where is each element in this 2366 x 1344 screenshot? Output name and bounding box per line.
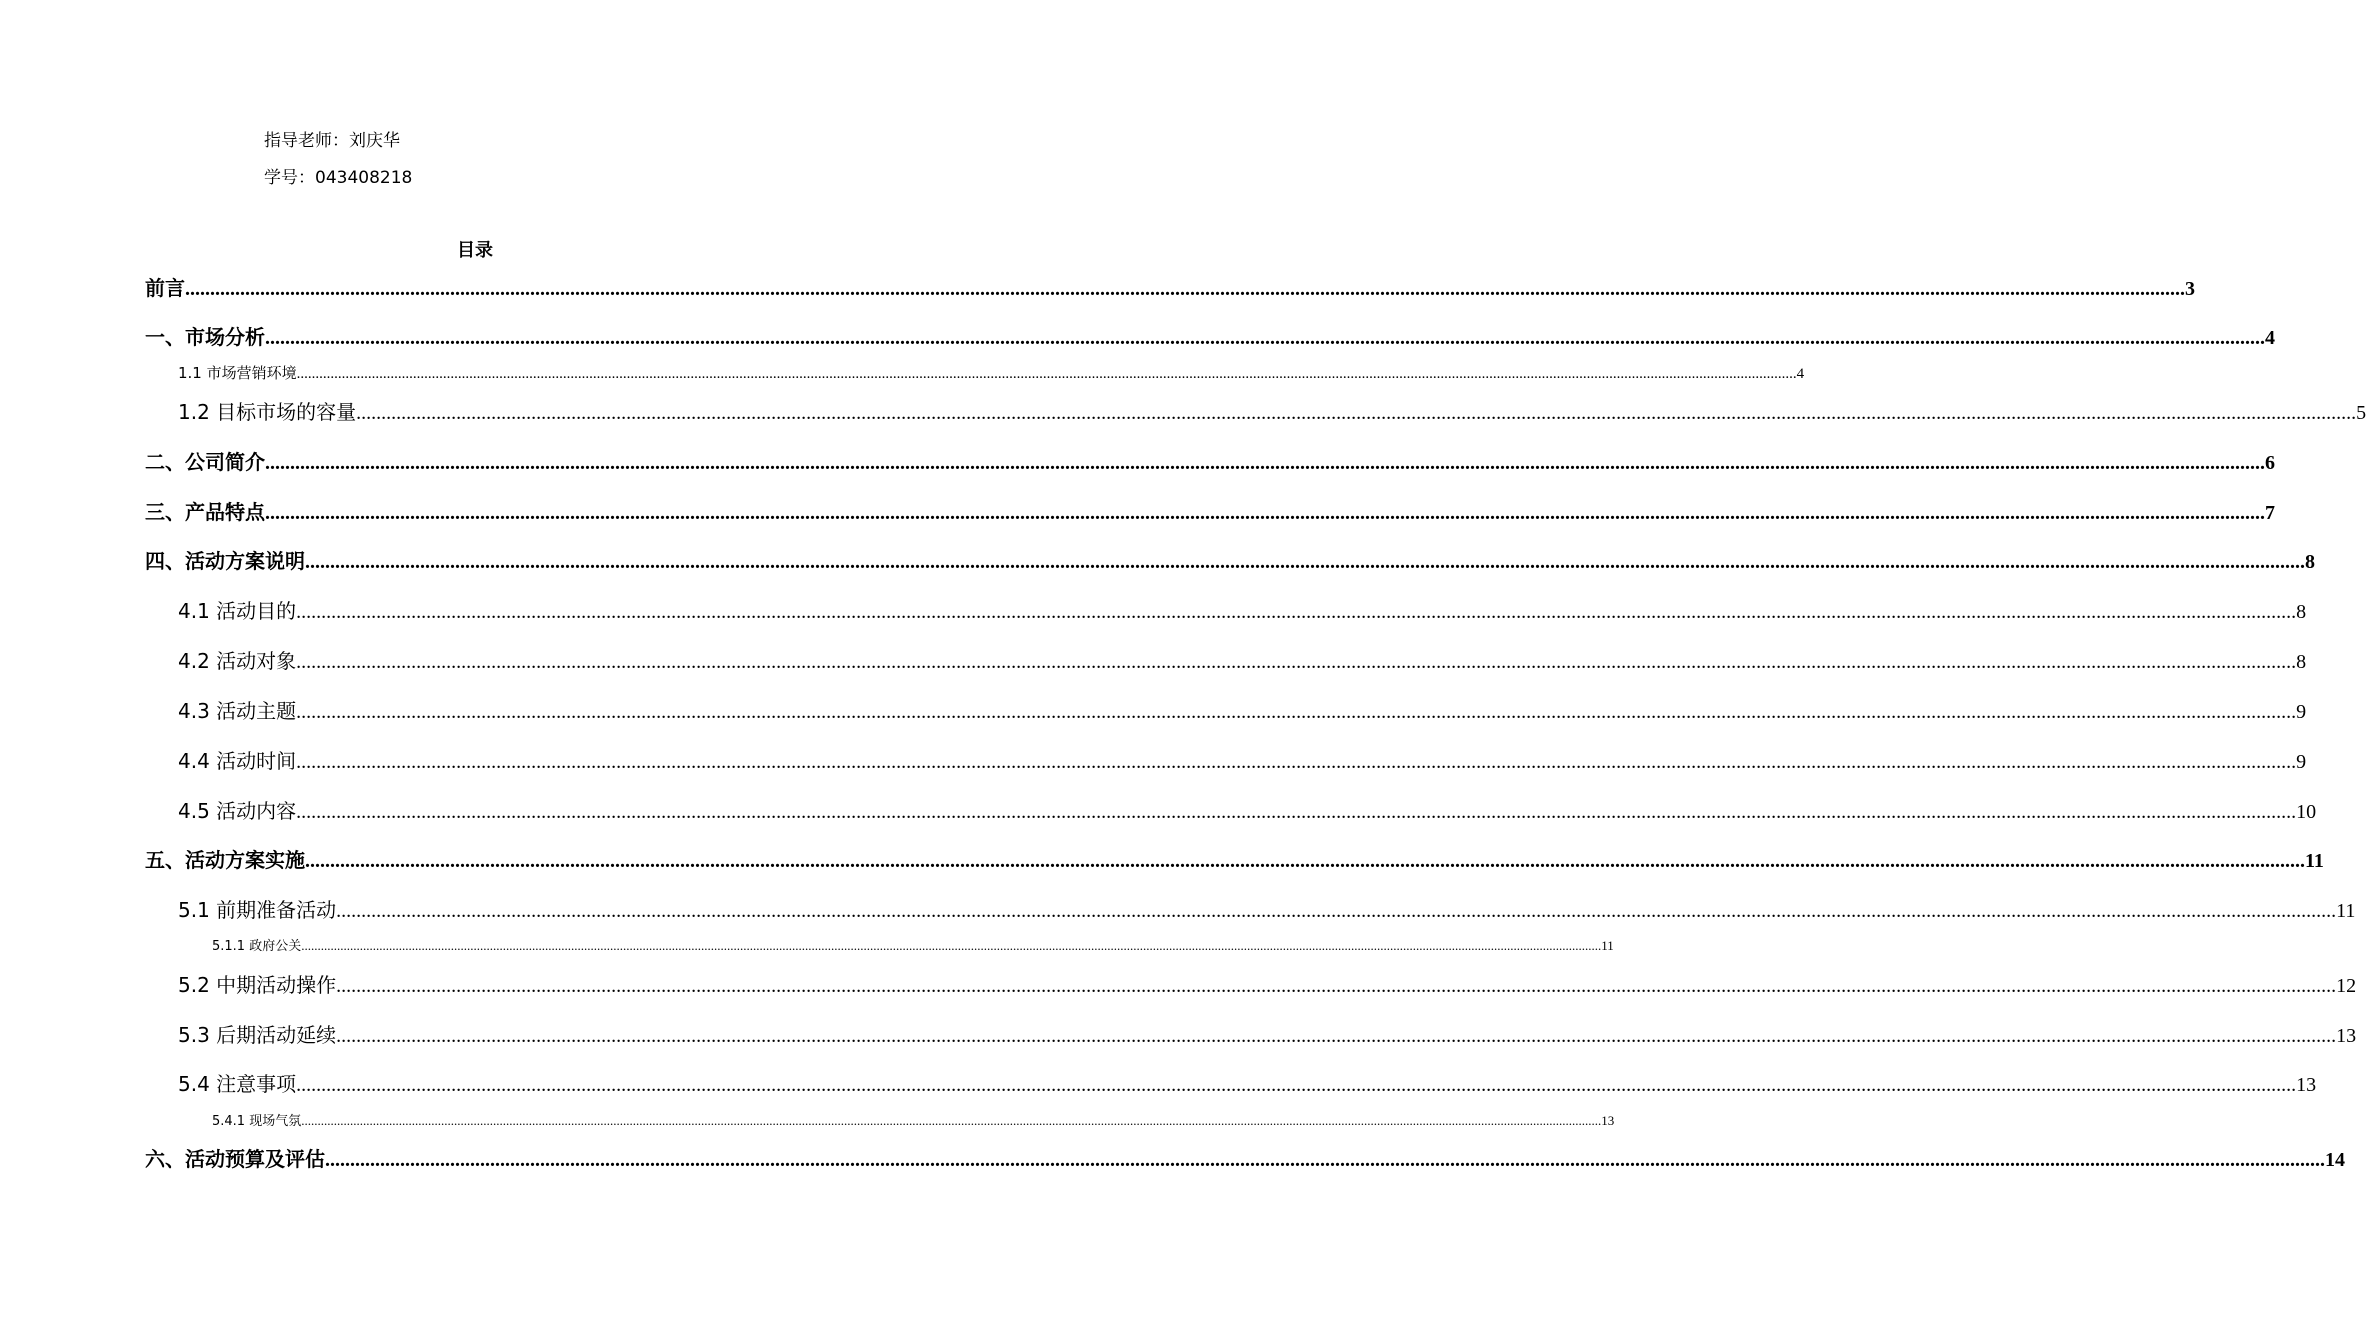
toc-entry-4-1[interactable] <box>178 595 2307 624</box>
toc-leader: ................................................................................................................................................................................................................................................................................................................................................................................................................ <box>185 278 2185 300</box>
toc-leader: ................................................................................................................................................................................................................................................................................................................................................................................................................ <box>265 502 2265 524</box>
toc-entry-1-2[interactable] <box>178 396 2366 425</box>
toc-entry-label: 4.5 活动内容 <box>178 799 297 823</box>
advisor-line: 指导老师：刘庆华 <box>264 131 400 151</box>
toc-entry-label: 五、活动方案实施 <box>145 848 305 872</box>
toc-entry-4-4[interactable] <box>178 745 2307 774</box>
toc-entry-label: 4.1 活动目的 <box>178 599 297 623</box>
toc-leader: ................................................................................................................................................................................................................................................................................................................................................................................................................ <box>296 701 2297 723</box>
toc-entry-5-1[interactable] <box>178 894 2356 923</box>
toc-leader: ................................................................................................................................................................................................................................................................................................................................................................................................................ <box>265 452 2265 474</box>
toc-entry-page: 13 <box>2336 1025 2357 1047</box>
toc-entry-page: 13 <box>2296 1074 2317 1096</box>
toc-entry-page: 13 <box>1601 1113 1615 1128</box>
toc-entry-page: 6 <box>2265 452 2275 474</box>
toc-entry-label: 5.4.1 现场气氛 <box>212 1114 302 1129</box>
toc-leader: ................................................................................................................................................................................................................................................................................................................................................................................................................ <box>265 327 2265 349</box>
toc-entry-5-1-1[interactable] <box>212 935 1614 954</box>
toc-leader: ................................................................................................................................................................................................................................................................................................................................................................................................................ <box>336 1025 2337 1047</box>
toc-entry-page: 10 <box>2296 801 2317 823</box>
toc-entry-label: 5.2 中期活动操作 <box>178 973 337 997</box>
toc-entry-label: 5.4 注意事项 <box>178 1072 297 1096</box>
toc-entry-5-2[interactable] <box>178 969 2357 998</box>
toc-entry-page: 4 <box>1796 366 1805 382</box>
toc-leader: ................................................................................................................................................................................................................................................................................................................................................................................................................ <box>296 601 2297 623</box>
toc-entry-page: 11 <box>2305 850 2324 872</box>
toc-entry-company[interactable] <box>145 446 2275 475</box>
toc-entry-page: 14 <box>2325 1149 2345 1171</box>
toc-leader: ................................................................................................................................................................................................................................................................................................................................................................................................................ <box>325 1149 2325 1171</box>
toc-entry-page: 7 <box>2265 502 2275 524</box>
toc-entry-page: 12 <box>2336 975 2357 997</box>
toc-entry-label: 二、公司简介 <box>145 450 265 474</box>
toc-leader: ................................................................................................................................................................................................................................................................................................................................................................................................................ <box>296 751 2297 773</box>
toc-leader: ................................................................................................................................................................................................................................................................................................................................................................................................................ <box>336 975 2337 997</box>
toc-entry-label: 5.1 前期准备活动 <box>178 898 337 922</box>
toc-leader: ................................................................................................................................................................................................................................................................................................................................................................................................................ <box>301 1113 1602 1128</box>
toc-entry-implementation[interactable] <box>145 844 2324 873</box>
toc-entry-4-2[interactable] <box>178 645 2307 674</box>
toc-entry-label: 5.1.1 政府公关 <box>212 939 302 954</box>
toc-leader: ................................................................................................................................................................................................................................................................................................................................................................................................................ <box>296 801 2297 823</box>
toc-title: 目录 <box>457 240 493 261</box>
toc-entry-page: 9 <box>2296 701 2307 723</box>
toc-entry-page: 11 <box>2336 900 2356 922</box>
toc-entry-page: 8 <box>2305 551 2315 573</box>
toc-entry-budget[interactable] <box>145 1143 2345 1172</box>
toc-entry-page: 8 <box>2296 651 2307 673</box>
toc-entry-label: 4.4 活动时间 <box>178 749 297 773</box>
toc-entry-market-analysis[interactable] <box>145 321 2275 350</box>
toc-entry-page: 3 <box>2185 278 2195 300</box>
toc-entry-preface[interactable] <box>145 272 2195 301</box>
toc-entry-plan[interactable] <box>145 545 2315 574</box>
toc-leader: ................................................................................................................................................................................................................................................................................................................................................................................................................ <box>296 651 2297 673</box>
toc-entry-5-3[interactable] <box>178 1019 2357 1048</box>
toc-entry-page: 8 <box>2296 601 2307 623</box>
student-id-line: 学号：043408218 <box>264 168 413 188</box>
toc-leader: ................................................................................................................................................................................................................................................................................................................................................................................................................ <box>305 850 2305 872</box>
toc-leader: ................................................................................................................................................................................................................................................................................................................................................................................................................ <box>301 938 1602 953</box>
toc-entry-label: 前言 <box>145 276 185 300</box>
toc-entry-label: 六、活动预算及评估 <box>145 1147 325 1171</box>
toc-entry-label: 4.2 活动对象 <box>178 649 297 673</box>
toc-entry-label: 4.3 活动主题 <box>178 699 297 723</box>
toc-leader: ................................................................................................................................................................................................................................................................................................................................................................................................................ <box>296 1074 2297 1096</box>
toc-entry-label: 四、活动方案说明 <box>145 549 305 573</box>
toc-entry-page: 4 <box>2265 327 2275 349</box>
toc-entry-5-4[interactable] <box>178 1068 2317 1097</box>
toc-entry-page: 11 <box>1601 938 1614 953</box>
toc-entry-label: 1.1 市场营销环境 <box>178 364 297 382</box>
toc-entry-4-3[interactable] <box>178 695 2307 724</box>
toc-leader: ................................................................................................................................................................................................................................................................................................................................................................................................................ <box>336 900 2337 922</box>
toc-leader: ................................................................................................................................................................................................................................................................................................................................................................................................................ <box>305 551 2305 573</box>
toc-leader: ................................................................................................................................................................................................................................................................................................................................................................................................................ <box>356 402 2357 424</box>
toc-entry-label: 一、市场分析 <box>145 325 265 349</box>
toc-entry-5-4-1[interactable] <box>212 1110 1615 1129</box>
toc-entry-label: 1.2 目标市场的容量 <box>178 400 357 424</box>
toc-entry-page: 9 <box>2296 751 2307 773</box>
toc-leader: ................................................................................................................................................................................................................................................................................................................................................................................................................ <box>296 366 1797 382</box>
toc-entry-1-1[interactable] <box>178 362 1805 383</box>
toc-entry-4-5[interactable] <box>178 795 2317 824</box>
toc-entry-product[interactable] <box>145 496 2275 525</box>
toc-entry-page: 5 <box>2356 402 2366 424</box>
toc-entry-label: 三、产品特点 <box>145 500 265 524</box>
toc-entry-label: 5.3 后期活动延续 <box>178 1023 337 1047</box>
